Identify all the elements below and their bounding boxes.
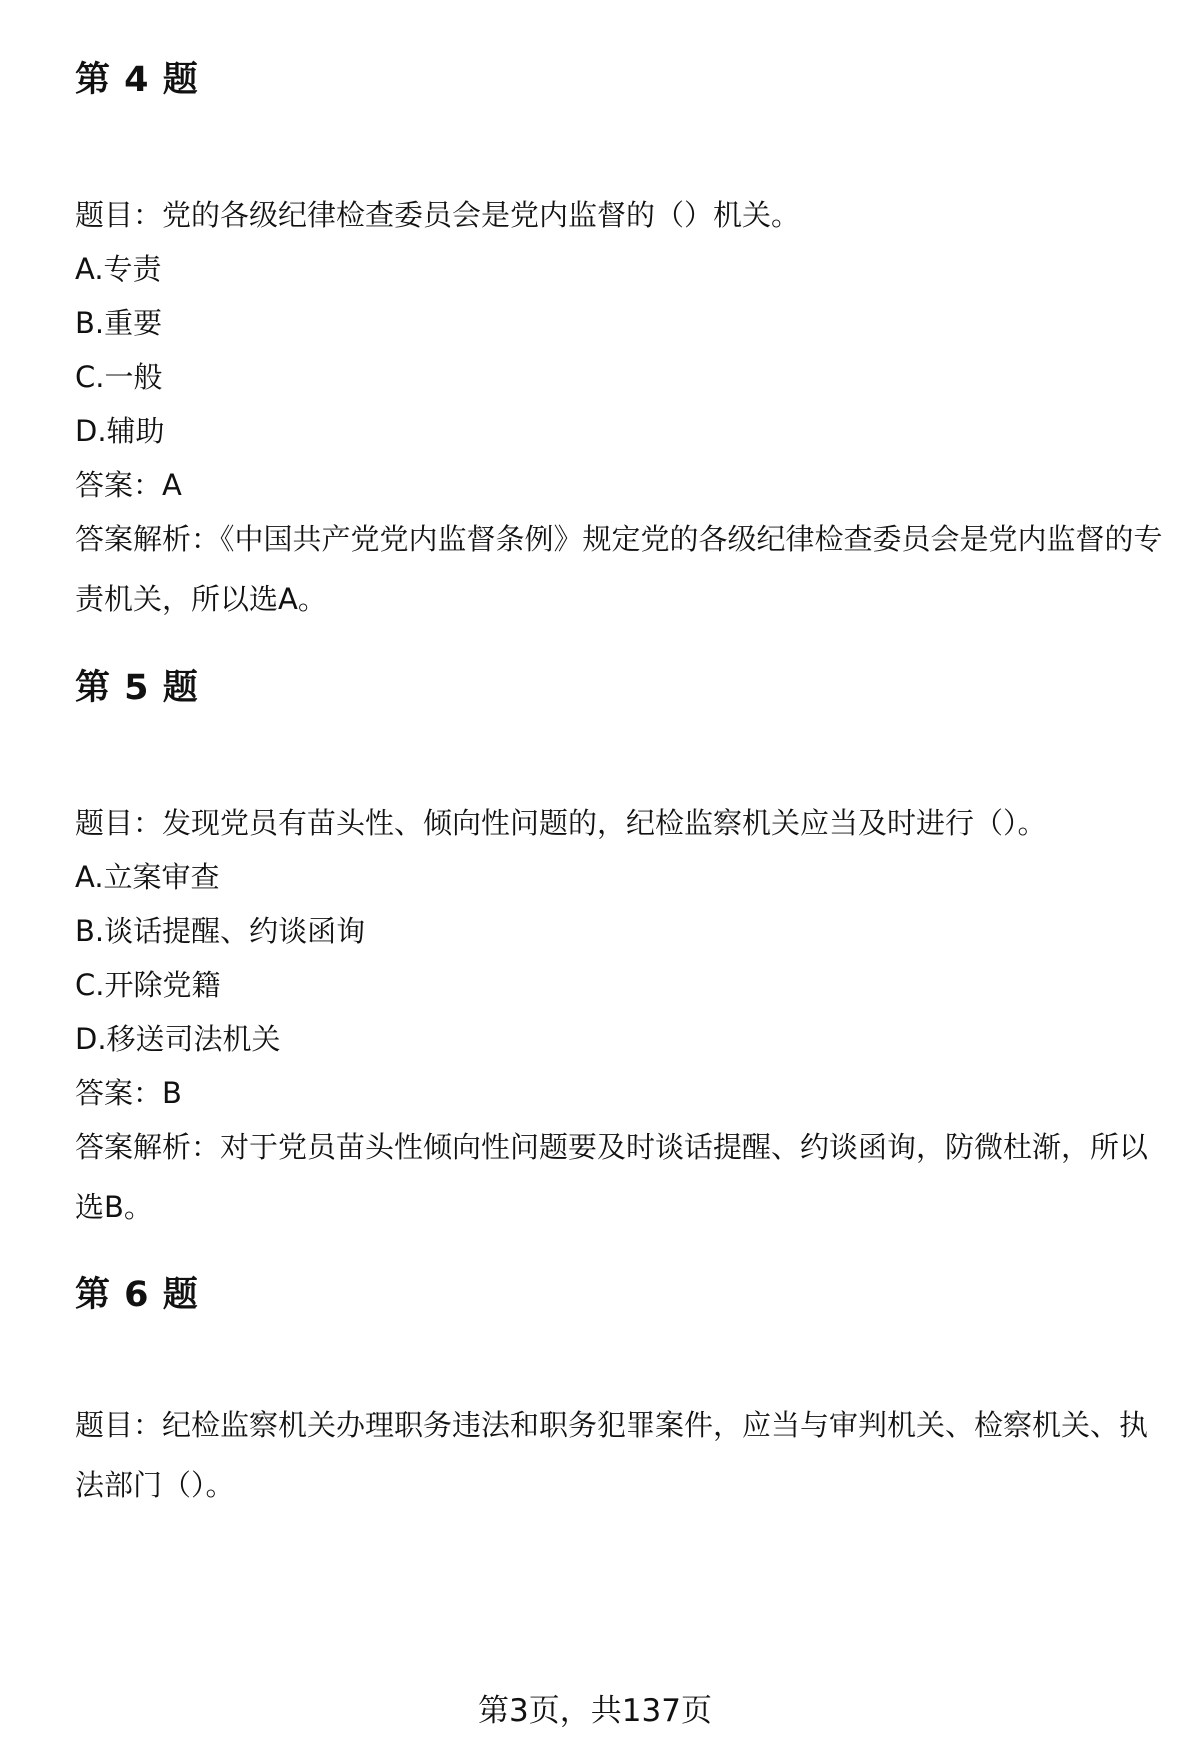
question-5-answer: 答案：B [75,1076,182,1110]
question-6-heading: 第 6 题 [75,1275,199,1315]
question-4-option-a: A.专责 [75,252,162,286]
question-4-explanation: 答案解析：《中国共产党党内监督条例》规定党的各级纪律检查委员会是党内监督的专责机关，所以选A。 [75,522,1163,616]
question-4-heading: 第 4 题 [75,60,199,100]
question-6-text: 题目：纪检监察机关办理职务违法和职务犯罪案件，应当与审判机关、检察机关、执法部门（）。 [75,1408,1149,1502]
question-4-option-d: D.辅助 [75,414,165,448]
question-5-heading: 第 5 题 [75,668,199,708]
page-number-footer: 第3页，共137页 [478,1693,712,1729]
question-4-text: 题目：党的各级纪律检查委员会是党内监督的（）机关。 [75,198,801,232]
question-4-answer: 答案：A [75,468,182,502]
question-5-explanation: 答案解析：对于党员苗头性倾向性问题要及时谈话提醒、约谈函询，防微杜渐，所以选B。 [75,1130,1149,1224]
question-5-option-d: D.移送司法机关 [75,1022,281,1056]
question-4-option-c: C.一般 [75,360,163,394]
question-5-text: 题目：发现党员有苗头性、倾向性问题的，纪检监察机关应当及时进行（）。 [75,806,1047,840]
question-5-option-c: C.开除党籍 [75,968,221,1002]
question-5-option-b: B.谈话提醒、约谈函询 [75,914,366,948]
question-5-option-a: A.立案审查 [75,860,220,894]
question-4-option-b: B.重要 [75,306,163,340]
